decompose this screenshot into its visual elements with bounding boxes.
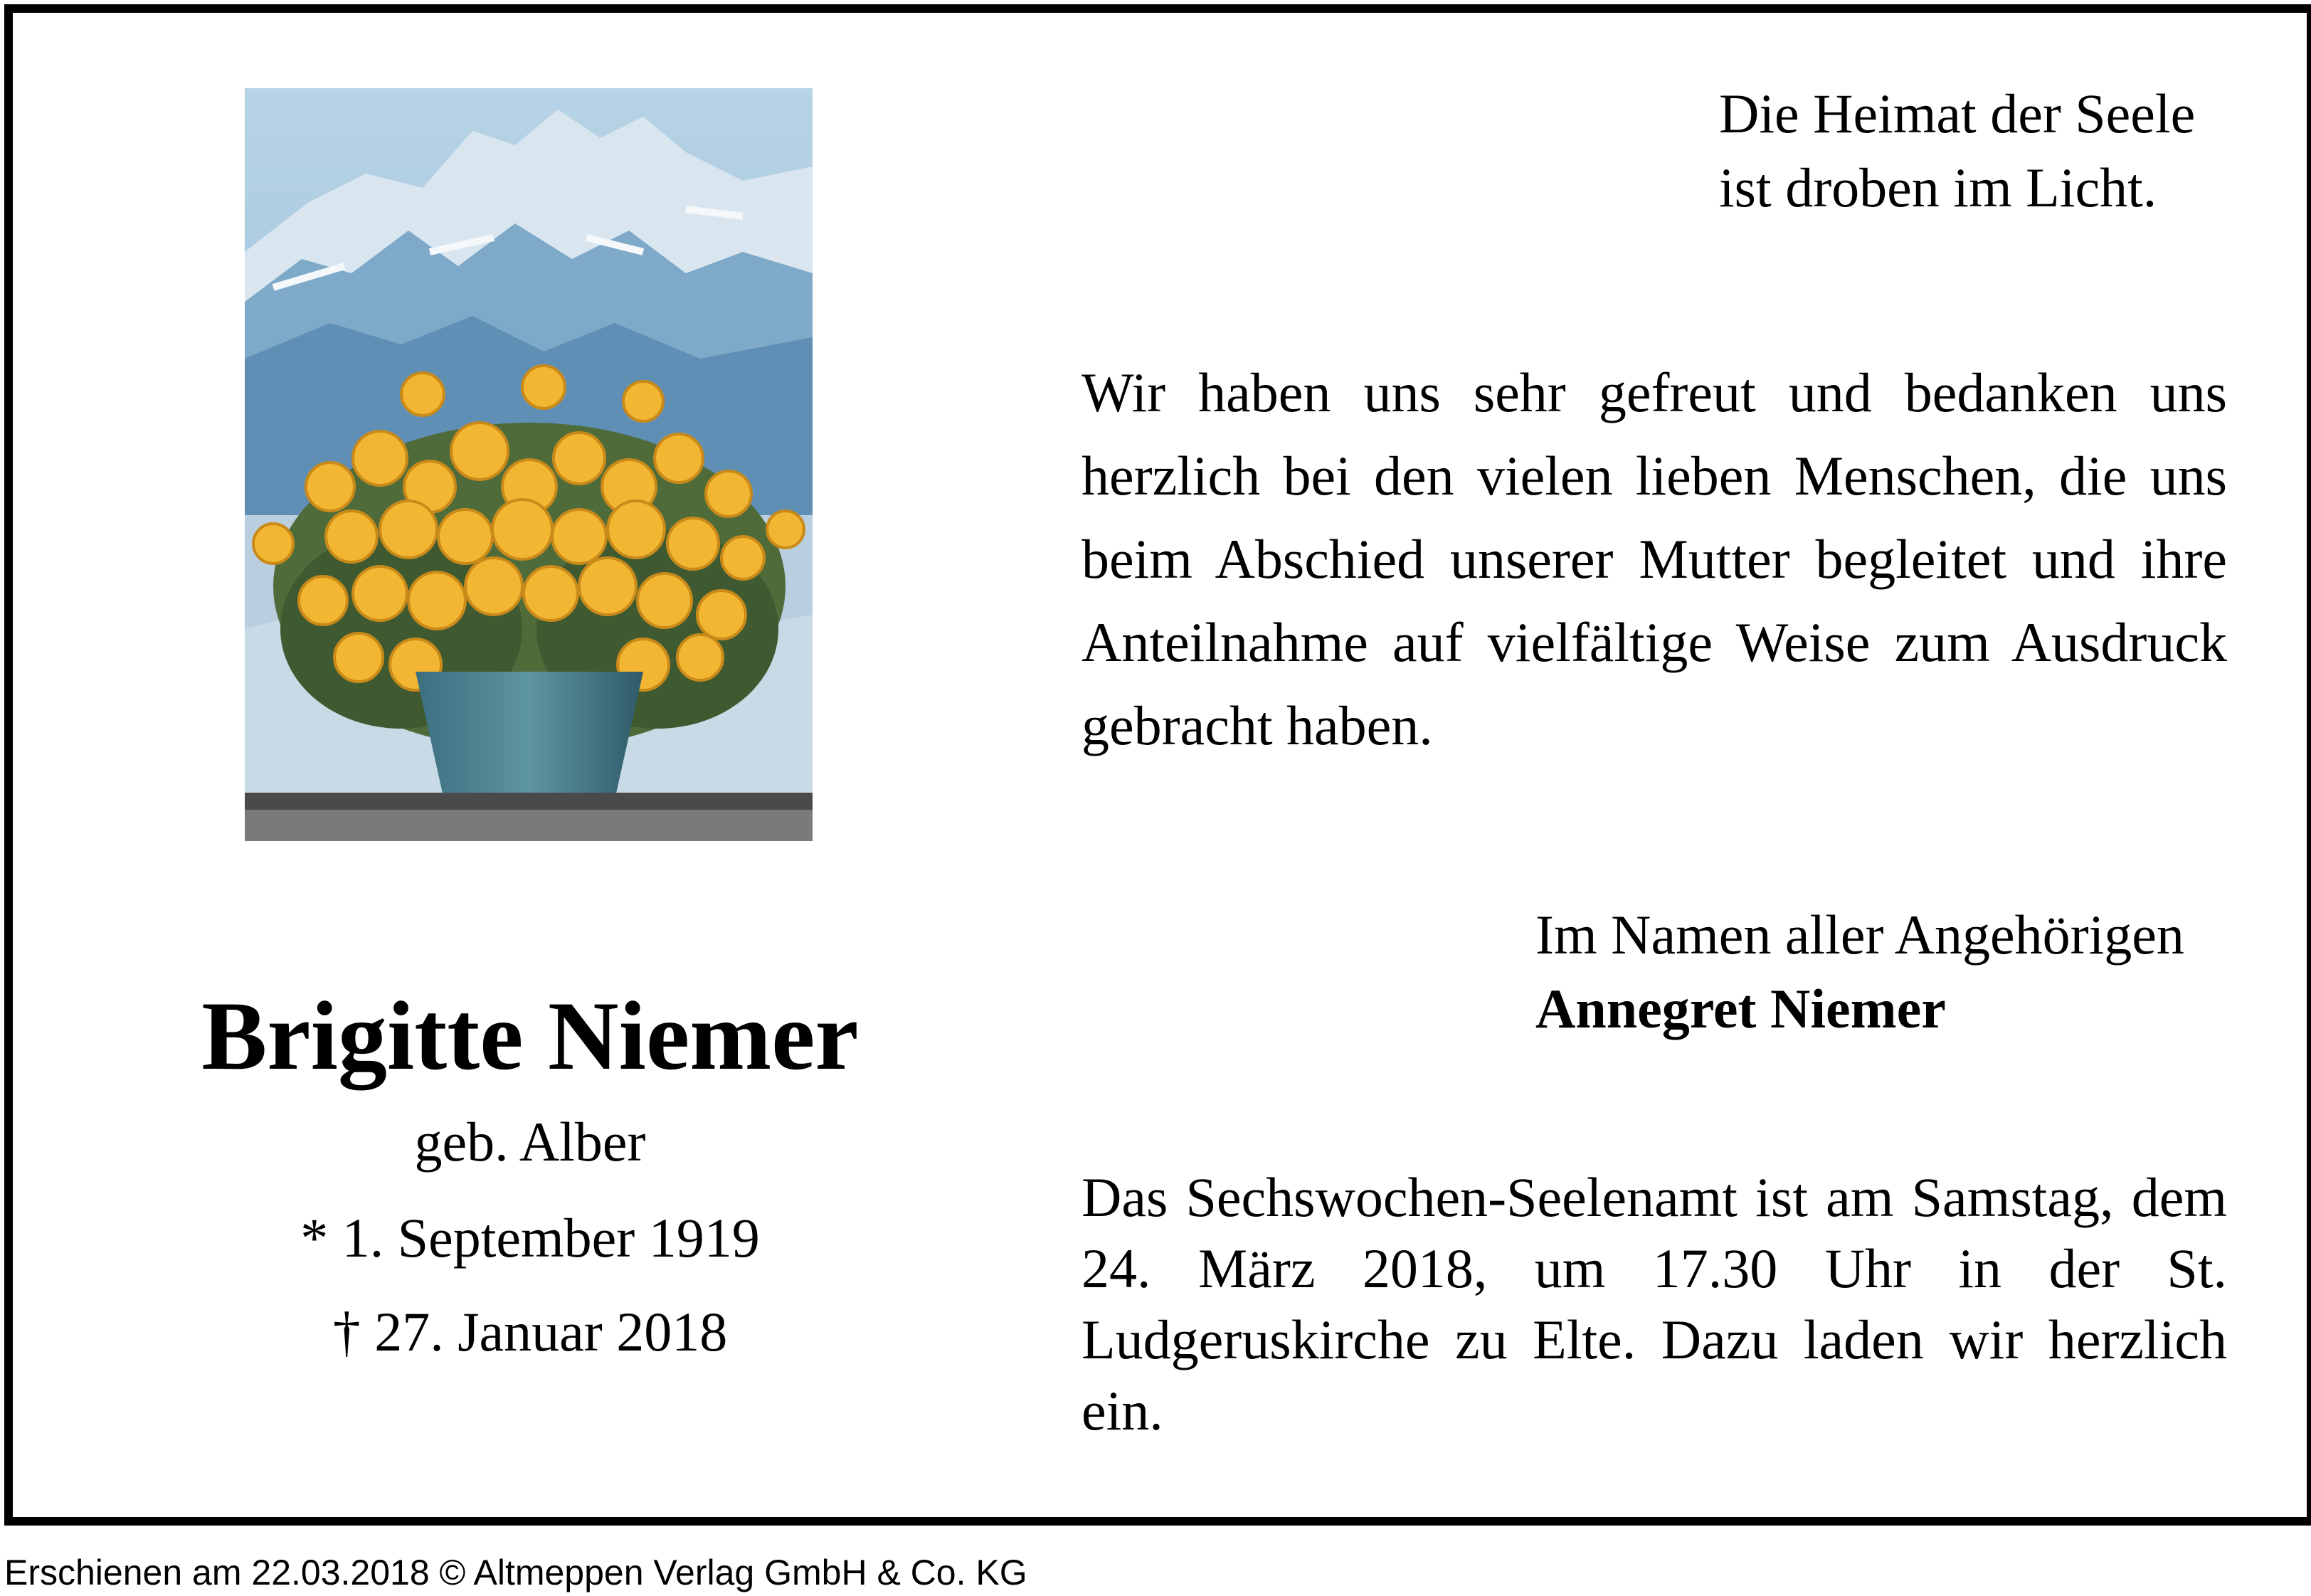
signer-name: Annegret Niemer: [1535, 978, 1946, 1040]
thanks-paragraph: Wir haben uns sehr gefreut und bedanken uns herzlich bei den vielen lieben Menschen, die uns beim Abschied unserer Mutter begleitet und ihre Anteilnahme auf vielfältige Weise zum Ausdruck gebracht haben.: [1082, 361, 2227, 756]
birth-date: * 1. September 1919: [300, 1207, 760, 1269]
motto-line-2: ist droben im Licht.: [1719, 157, 2157, 218]
mountain-flower-painting-icon: [245, 88, 813, 841]
deceased-name: Brigitte Niemer: [201, 981, 859, 1090]
motto-line-1: Die Heimat der Seele: [1719, 83, 2196, 144]
motto-verse: [1719, 77, 2288, 225]
painting-image: [245, 88, 813, 841]
signature-block: [1535, 898, 2311, 1046]
signature-intro: Im Namen aller Angehörigen: [1535, 904, 2184, 966]
birth-name: geb. Alber: [414, 1111, 646, 1173]
service-announcement: Das Sechswochen-Seelenamt ist am Samstag, dem 24. März 2018, um 17.30 Uhr in der St. Ludgeruskirche zu Elte. Dazu laden wir herzlich ein.: [1082, 1166, 2227, 1442]
death-date: † 27. Januar 2018: [332, 1301, 728, 1363]
publication-footer: Erschienen am 22.03.2018 © Altmeppen Verlag GmbH & Co. KG: [4, 1553, 1027, 1592]
